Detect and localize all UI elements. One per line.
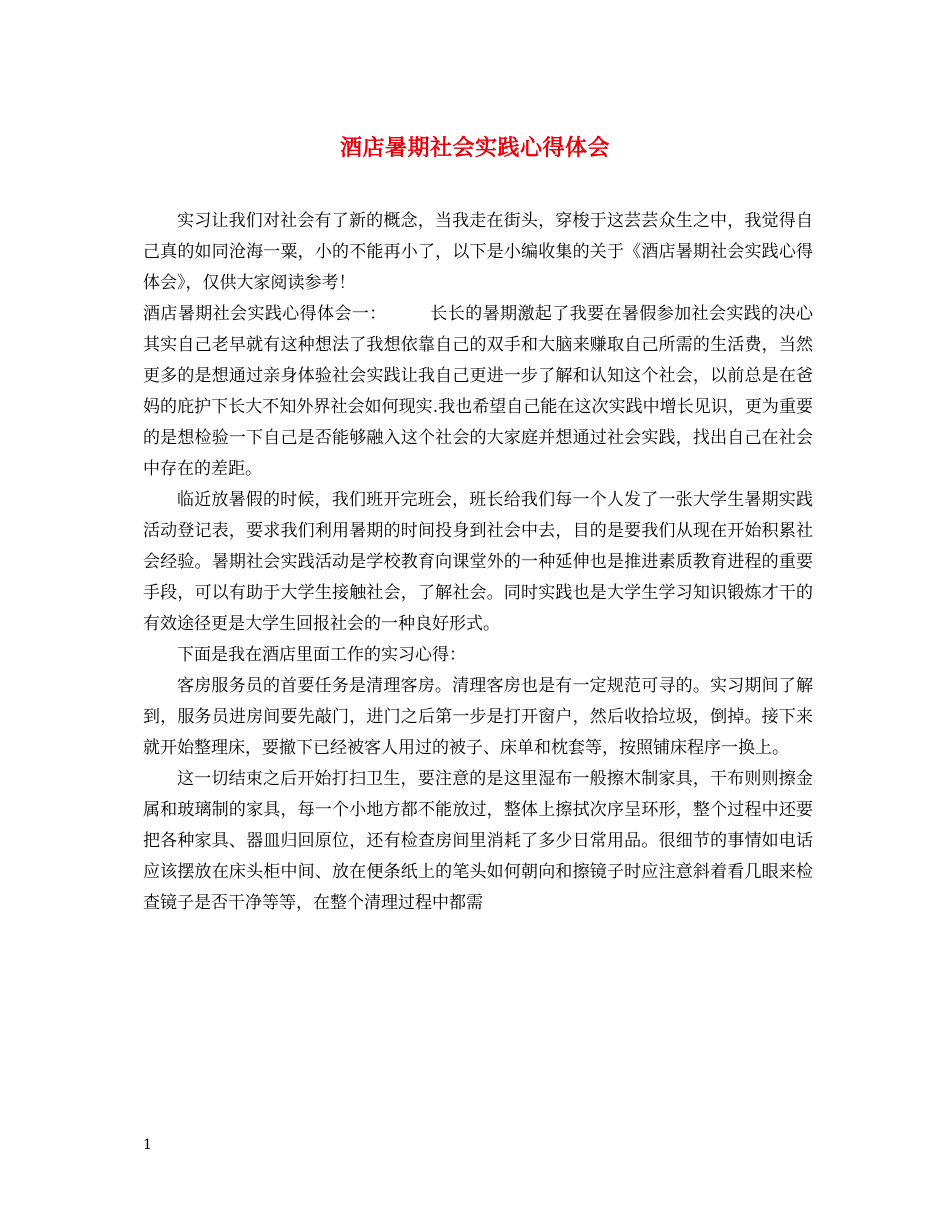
paragraph-1: 实习让我们对社会有了新的概念，当我走在街头，穿梭于这芸芸众生之中，我觉得自己真的如同沧海一粟，小的不能再小了，以下是小编收集的关于《酒店暑期社会实践心得体会》，仅供大家阅读参考！ [143, 211, 813, 293]
paragraph-2: 酒店暑期社会实践心得体会一： 长长的暑期激起了我要在暑假参加社会实践的决心其实自己老早就有这种想法了我想依靠自己的双手和大脑来赚取自己所需的生活费，当然更多的是想通过亲身体验社会实践让我自己更进一步了解和认知这个社会，以前总是在爸妈的庇护下长大不知外界社会如何现实.我也希望自己能在这次实践中增长见识，更为重要的是想检验一下自己是否能够融入这个社会的大家庭并想通过社会实践，找出自己在社会中存在的差距。 [143, 304, 813, 479]
paragraph-4: 下面是我在酒店里面工作的实习心得： [177, 645, 466, 665]
document-body [143, 206, 813, 919]
page-number: 1 [143, 1137, 152, 1153]
paragraph-6: 这一切结束之后开始打扫卫生，要注意的是这里湿布一般擦木制家具，干布则则擦金属和玻璃制的家具，每一个小地方都不能放过，整体上擦拭次序呈环形，整个过程中还要把各种家具、器皿归回原位，还有检查房间里消耗了多少日常用品。很细节的事情如电话应该摆放在床头柜中间、放在便条纸上的笔头如何朝向和擦镜子时应注意斜着看几眼来检查镜子是否干净等等，在整个清理过程中都需 [143, 769, 813, 913]
paragraph-5: 客房服务员的首要任务是清理客房。清理客房也是有一定规范可寻的。实习期间了解到，服务员进房间要先敲门，进门之后第一步是打开窗户，然后收拾垃圾，倒掉。接下来就开始整理床，要撤下已经被客人用过的被子、床单和枕套等，按照铺床程序一换上。 [143, 676, 813, 758]
paragraph-3: 临近放暑假的时候，我们班开完班会，班长给我们每一个人发了一张大学生暑期实践活动登记表，要求我们利用暑期的时间投身到社会中去，目的是要我们从现在开始积累社会经验。暑期社会实践活动是学校教育向课堂外的一种延伸也是推进素质教育进程的重要手段，可以有助于大学生接触社会，了解社会。同时实践也是大学生学习知识锻炼才干的有效途径更是大学生回报社会的一种良好形式。 [143, 490, 813, 634]
document-title: 酒店暑期社会实践心得体会 [339, 135, 610, 161]
